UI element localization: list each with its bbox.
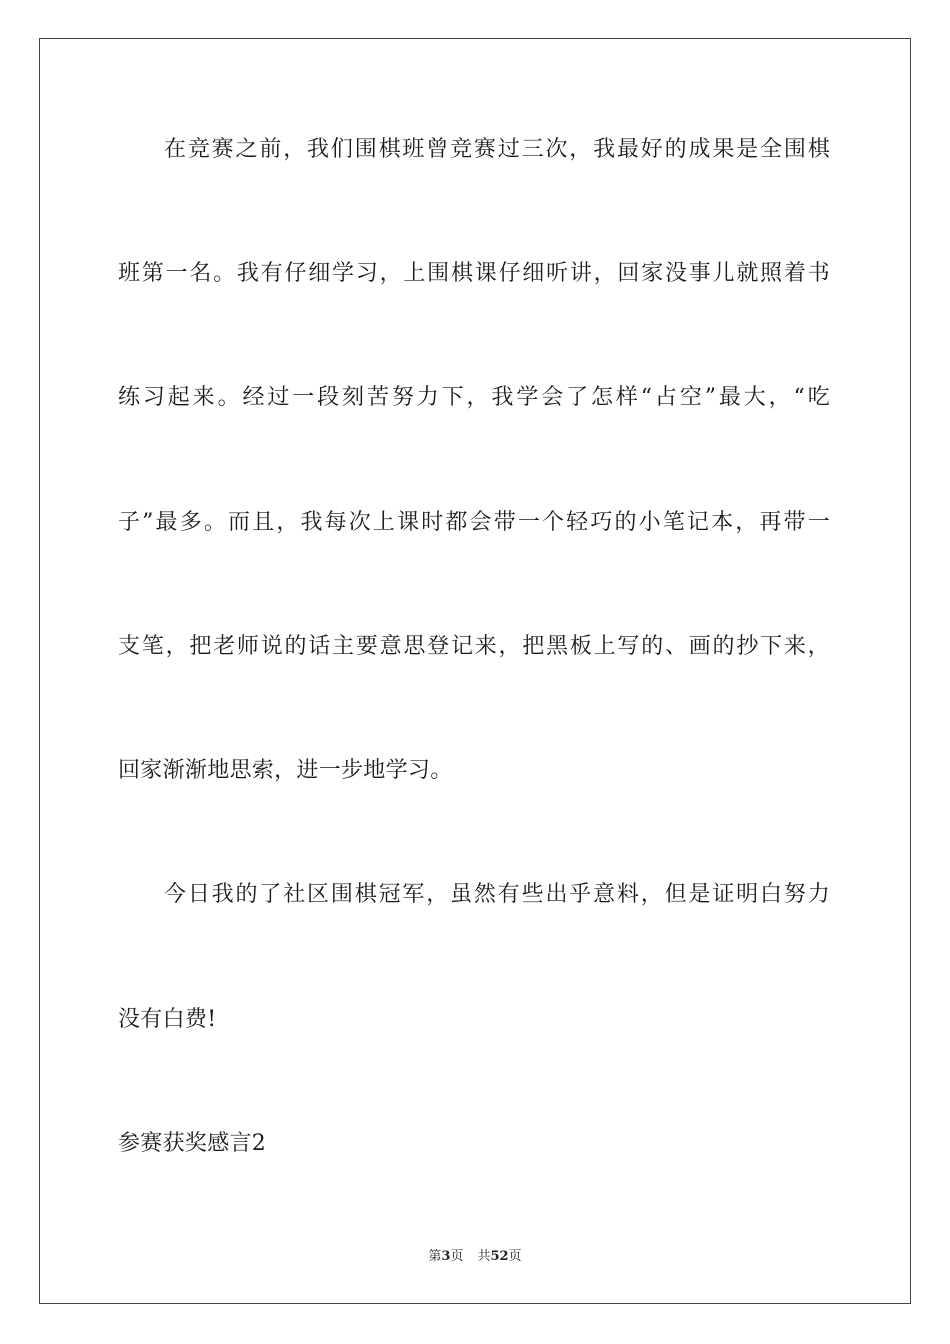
footer-page-number: 3 (441, 1249, 451, 1264)
footer-page-suffix: 页 (450, 1249, 464, 1264)
page-border (39, 38, 911, 1304)
paragraph-2-line-1: 今日我的了社区围棋冠军，虽然有些出乎意料，但是证明白努力 (164, 882, 830, 907)
page-footer (0, 1248, 950, 1266)
paragraph-1-line-1: 在竞赛之前，我们围棋班曾竞赛过三次，我最好的成果是全围棋 (164, 137, 830, 162)
footer-page-prefix: 第 (428, 1249, 442, 1264)
section-heading: 参赛获奖感言2 (118, 1131, 267, 1156)
footer-total-suffix: 页 (508, 1249, 522, 1264)
paragraph-1-line-3: 练习起来。经过一段刻苦努力下，我学会了怎样“占空”最大，“吃 (118, 385, 830, 410)
paragraph-2-line-2: 没有白费! (118, 1007, 217, 1032)
paragraph-1-line-2: 班第一名。我有仔细学习，上围棋课仔细听讲，回家没事儿就照着书 (118, 261, 830, 286)
footer-total-prefix: 共 (477, 1249, 491, 1264)
paragraph-1-line-6: 回家渐渐地思索，进一步地学习。 (118, 758, 453, 783)
paragraph-1-line-5: 支笔，把老师说的话主要意思登记来，把黑板上写的、画的抄下来， (118, 634, 830, 659)
paragraph-1-line-4: 子”最多。而且，我每次上课时都会带一个轻巧的小笔记本，再带一 (118, 510, 830, 535)
footer-total-number: 52 (490, 1249, 509, 1264)
